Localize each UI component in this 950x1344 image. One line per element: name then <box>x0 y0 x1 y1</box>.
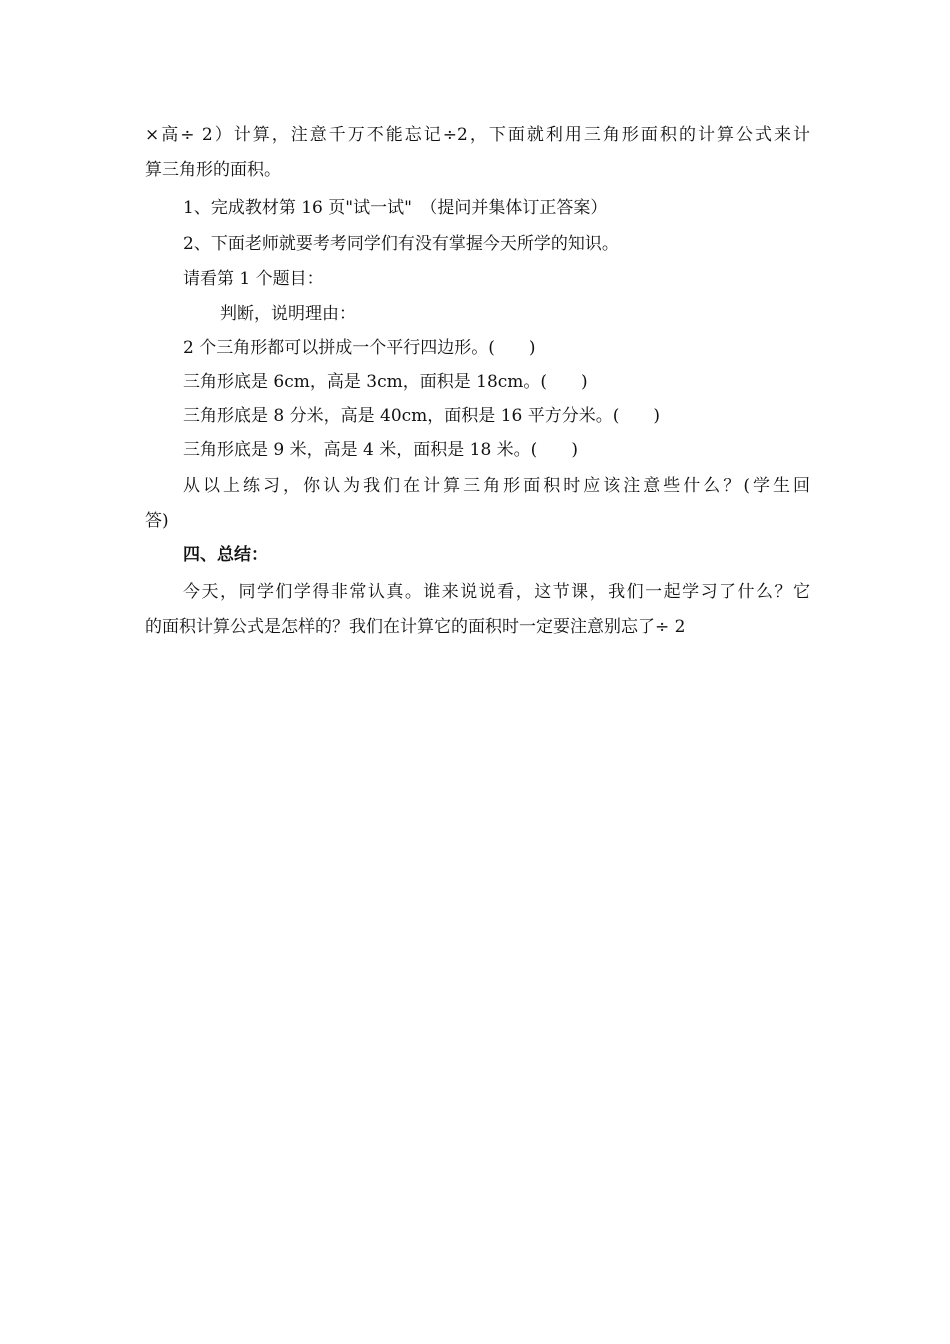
exercise-line: 1、完成教材第 16 页"试一试" （提问并集体订正答案） <box>183 198 608 218</box>
judgment-item: 三角形底是 9 米，高是 4 米，面积是 18 米。( ) <box>183 440 578 460</box>
judgment-item: 三角形底是 6cm，高是 3cm，面积是 18cm。( ) <box>183 372 588 392</box>
section-heading: 四、总结： <box>183 545 268 565</box>
question-intro: 请看第 1 个题目： <box>183 269 324 289</box>
paragraph-line: 答) <box>145 511 169 531</box>
instruction-line: 判断，说明理由： <box>220 304 356 324</box>
paragraph-line: 算三角形的面积。 <box>145 160 281 180</box>
paragraph-line: 今天，同学们学得非常认真。谁来说说看，这节课，我们一起学习了什么？它 <box>183 582 810 602</box>
paragraph-line: 从以上练习，你认为我们在计算三角形面积时应该注意些什么？(学生回 <box>183 476 810 496</box>
judgment-item: 三角形底是 8 分米，高是 40cm，面积是 16 平方分米。( ) <box>183 406 661 426</box>
paragraph-line: 的面积计算公式是怎样的？我们在计算它的面积时一定要注意别忘了÷ 2 <box>145 617 686 637</box>
paragraph-line: ×高÷ 2）计算，注意千万不能忘记÷2，下面就利用三角形面积的计算公式来计 <box>145 125 810 145</box>
exercise-line: 2、下面老师就要考考同学们有没有掌握今天所学的知识。 <box>183 234 619 254</box>
judgment-item: 2 个三角形都可以拼成一个平行四边形。( ) <box>183 338 536 358</box>
